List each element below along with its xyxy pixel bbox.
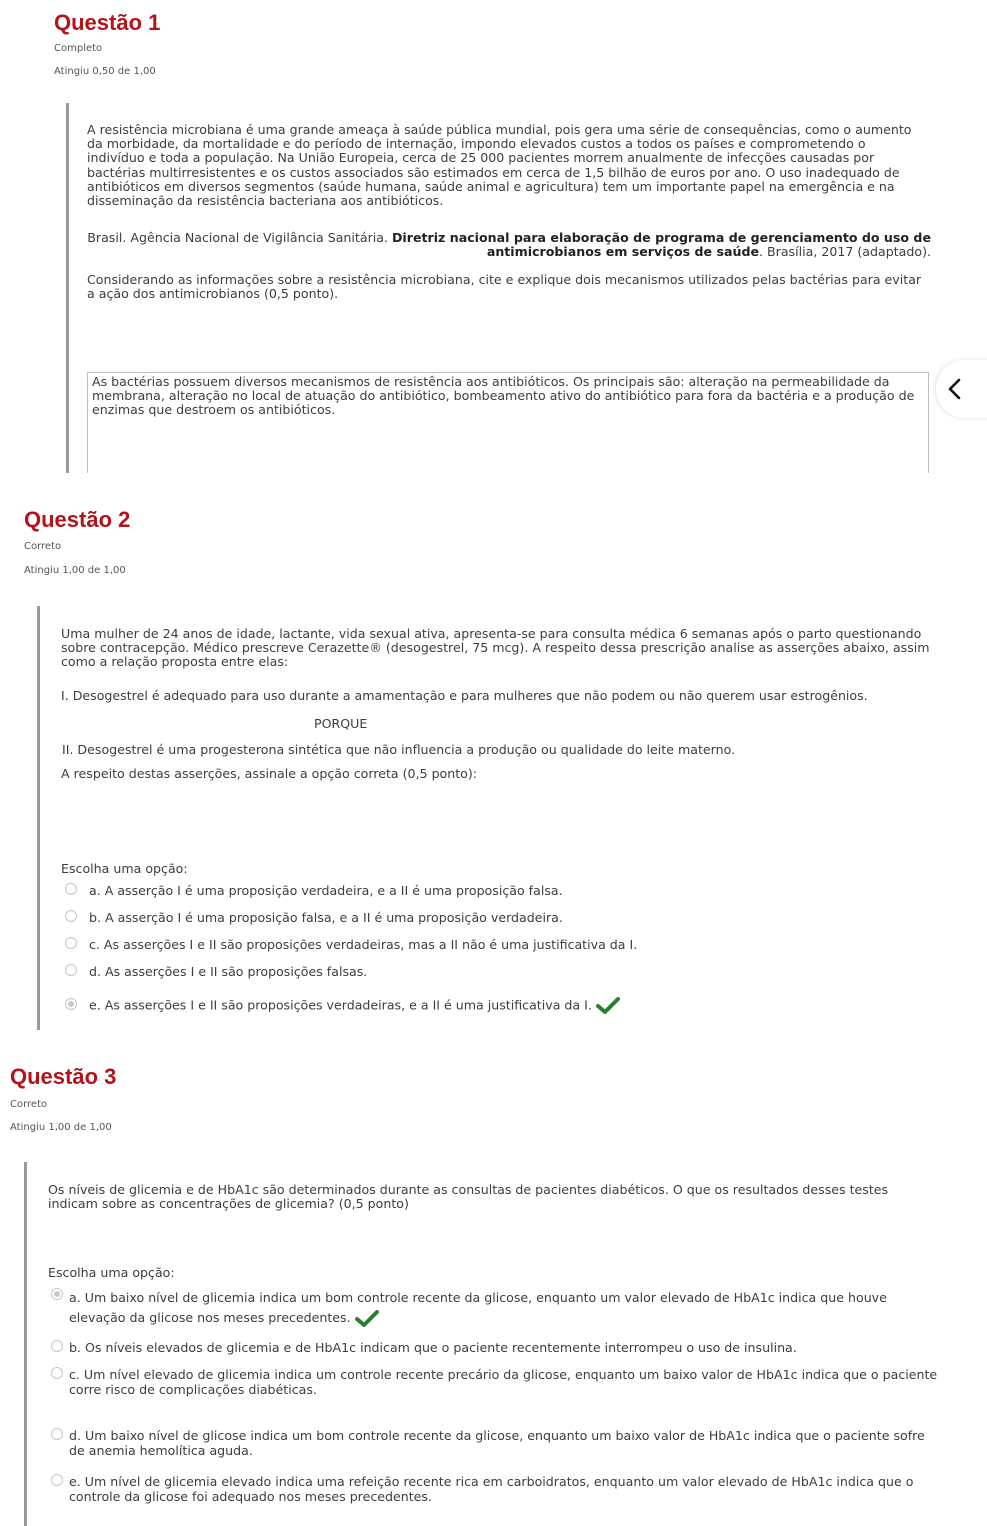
- check-icon: [355, 1310, 379, 1328]
- radio-b[interactable]: [51, 1340, 63, 1352]
- option-e-label: e. Um nível de glicemia elevado indica uma refeição recente rica em carboidratos, enquanto um valor elevado de HbA1c indica que o controle da glicose foi adequado nos meses precedentes.: [69, 1474, 914, 1504]
- option-e-label: [89, 997, 620, 1015]
- radio-b[interactable]: [65, 910, 77, 922]
- option-c-label: c. As asserções I e II são proposições verdadeiras, mas a II não é uma justificativa da I.: [89, 937, 638, 952]
- radio-a[interactable]: [65, 883, 77, 895]
- question-1-content: [66, 103, 934, 473]
- citation-end: . Brasília, 2017 (adaptado).: [759, 244, 931, 260]
- question-3-status: Correto: [10, 1099, 48, 1110]
- question-3-choose-label: Escolha uma opção:: [48, 1265, 175, 1280]
- option-e-text: e. As asserções I e II são proposições verdadeiras, e a II é uma justificativa da I.: [89, 997, 592, 1013]
- question-2-porque: PORQUE: [314, 716, 368, 731]
- option-a-label: [69, 1288, 939, 1328]
- question-3-paragraph: Os níveis de glicemia e de HbA1c são determinados durante as consultas de pacientes diabéticos. O que os resultados desses testes indicam sobre as concentrações de glicemia? (0,5 ponto): [48, 1182, 889, 1212]
- radio-e-selected[interactable]: [65, 998, 77, 1010]
- option-d-label: d. As asserções I e II são proposições falsas.: [89, 964, 368, 979]
- radio-e[interactable]: [51, 1474, 63, 1486]
- question-2-status: Correto: [24, 541, 62, 552]
- radio-c[interactable]: [65, 937, 77, 949]
- question-1-answer-box[interactable]: [87, 372, 929, 473]
- option-c-label: c. Um nível elevado de glicemia indica um controle recente precário da glicose, enquanto um baixo valor de HbA1c indica que o paciente corre risco de complicações diabéticas.: [69, 1367, 938, 1397]
- check-icon: [596, 997, 620, 1015]
- question-1-paragraph: A resistência microbiana é uma grande ameaça à saúde pública mundial, pois gera uma série de consequências, como o aumento da morbidade, da mortalidade e do período de internação, impondo elevados custos a todos os países e comprometendo o indivíduo e toda a população. Na União Europeia, cerca de 25 000 pacientes morrem anualmente de infecções causadas por bactérias multirresistentes e os custos associados são estimados em cerca de 1,5 bilhão de euros por ano. O uso inadequado de antibióticos em diversos segmentos (saúde humana, saúde animal e agricultura) tem um importante papel na emergência e na disseminação da resistência bacteriana aos antibióticos.: [87, 122, 912, 209]
- radio-a-selected[interactable]: [51, 1288, 63, 1300]
- radio-d[interactable]: [65, 964, 77, 976]
- question-1-prompt: Considerando as informações sobre a resistência microbiana, cite e explique dois mecanismos utilizados pelas bactérias para evitar a ação dos antimicrobianos (0,5 ponto).: [87, 272, 922, 302]
- question-2-grade: Atingiu 1,00 de 1,00: [24, 565, 126, 576]
- option-a-label: a. A asserção I é uma proposição verdadeira, e a II é uma proposição falsa.: [89, 883, 563, 898]
- question-1-citation: [87, 231, 931, 259]
- citation-title: Diretriz nacional para elaboração de programa de gerenciamento do uso de antimicrobianos em serviços de saúde: [391, 230, 931, 260]
- question-1-answer-text: As bactérias possuem diversos mecanismos de resistência aos antibióticos. Os principais são: alteração na permeabilidade da membrana, alteração no local de atuação do antibiótico, bombeamento ativo do antibiótico para fora da bactéria e a produção de enzimas que destroem os antibióticos.: [92, 374, 915, 418]
- question-1-status: Completo: [54, 43, 103, 54]
- question-3-title: Questão 3: [10, 1064, 117, 1089]
- option-b-label: b. A asserção I é uma proposição falsa, e a II é uma proposição verdadeira.: [89, 910, 563, 925]
- question-2-assertion-1: I. Desogestrel é adequado para uso durante a amamentação e para mulheres que não podem ou não querem usar estrogênios.: [61, 688, 868, 703]
- drawer-toggle-button[interactable]: [936, 360, 987, 418]
- question-3-grade: Atingiu 1,00 de 1,00: [10, 1122, 112, 1133]
- question-1-title: Questão 1: [54, 10, 161, 35]
- question-2-prompt: A respeito destas asserções, assinale a opção correta (0,5 ponto):: [61, 766, 478, 781]
- radio-c[interactable]: [51, 1367, 63, 1379]
- question-2-assertion-2: II. Desogestrel é uma progesterona sintética que não influencia a produção ou qualidade do leite materno.: [62, 742, 736, 757]
- chevron-left-icon: [946, 378, 962, 400]
- question-2-choose-label: Escolha uma opção:: [61, 861, 188, 876]
- option-a-text: a. Um baixo nível de glicemia indica um bom controle recente da glicose, enquanto um valor elevado de HbA1c indica que houve elevação da glicose nos meses precedentes.: [69, 1290, 887, 1325]
- radio-d[interactable]: [51, 1428, 63, 1440]
- question-1-grade: Atingiu 0,50 de 1,00: [54, 66, 156, 77]
- question-2-title: Questão 2: [24, 507, 131, 532]
- citation-author: Brasil. Agência Nacional de Vigilância Sanitária.: [87, 230, 392, 245]
- option-d-label: d. Um baixo nível de glicose indica um bom controle recente da glicose, enquanto um baixo valor de HbA1c indica que o paciente sofre de anemia hemolítica aguda.: [69, 1428, 925, 1458]
- question-2-paragraph: Uma mulher de 24 anos de idade, lactante, vida sexual ativa, apresenta-se para consulta médica 6 semanas após o parto questionando sobre contracepção. Médico prescreve Cerazette® (desogestrel, 75 mcg). A respeito dessa prescrição analise as asserções abaixo, assim como a relação proposta entre elas:: [61, 626, 930, 670]
- option-b-label: b. Os níveis elevados de glicemia e de HbA1c indicam que o paciente recentemente interrompeu o uso de insulina.: [69, 1340, 797, 1355]
